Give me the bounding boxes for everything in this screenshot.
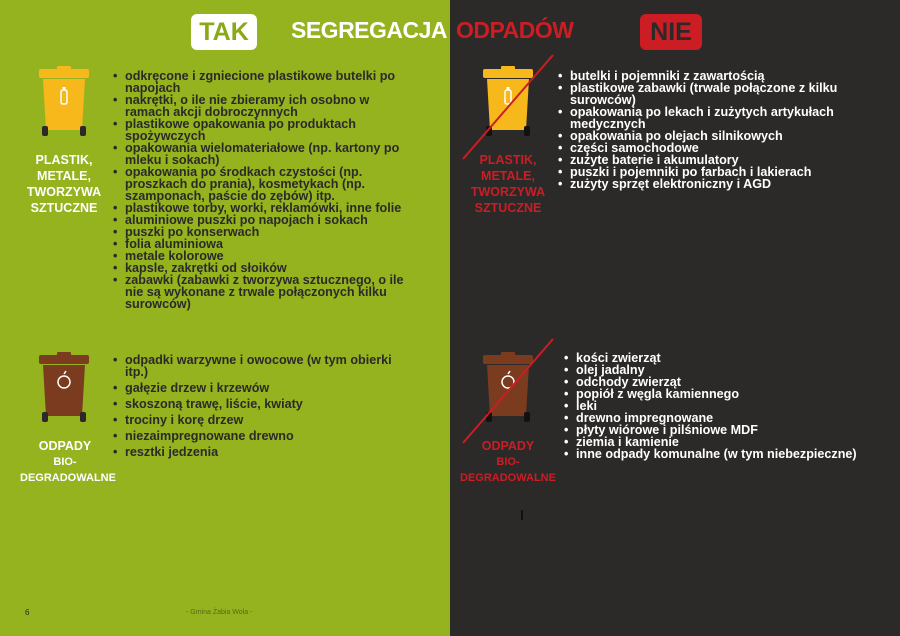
- list-item: • olej jadalny: [564, 364, 864, 376]
- list-item: • aluminiowe puszki po napojach i sokach: [113, 214, 405, 226]
- list-item: • metale kolorowe: [113, 250, 405, 262]
- list-item: • butelki i pojemniki z zawartością: [558, 70, 858, 82]
- list-item: • puszki po konserwach: [113, 226, 405, 238]
- list-item: • nakrętki, o ile nie zbieramy ich osobno w ramach akcji dobroczynnych: [113, 94, 405, 118]
- list-item: • ziemia i kamienie: [564, 436, 864, 448]
- list-item: • plastikowe torby, worki, reklamówki, inne folie: [113, 202, 405, 214]
- list-item: • inne odpady komunalne (w tym niebezpieczne): [564, 448, 864, 460]
- footer-text: - Gmina Żabia Wola -: [186, 609, 253, 616]
- list-item: • plastikowe opakowania po produktach spożywczych: [113, 118, 405, 142]
- page-number: 6: [25, 608, 30, 617]
- list-item: • popiół z węgla kamiennego: [564, 388, 864, 400]
- yellow-bin-icon: [39, 66, 89, 138]
- list-item: • płyty wiórowe i pilśniowe MDF: [564, 424, 864, 436]
- title-odpadow: ODPADÓW: [456, 17, 574, 43]
- list-item: • drewno impregnowane: [564, 412, 864, 424]
- bio-no-label: ODPADY BIO- DEGRADOWALNE: [460, 439, 556, 484]
- list-item: • plastikowe zabawki (trwale połączone z kilku surowców): [558, 82, 858, 106]
- list-item: • trociny i korę drzew: [113, 414, 413, 426]
- list-item: • kapsle, zakrętki od słoików: [113, 262, 405, 274]
- decorative-mark: [521, 510, 523, 520]
- list-item: • folia aluminiowa: [113, 238, 405, 250]
- list-item: • puszki i pojemniki po farbach i lakierach: [558, 166, 858, 178]
- plastic-no-list: [558, 70, 858, 190]
- list-item: • odpadki warzywne i owocowe (w tym obierki itp.): [113, 354, 413, 378]
- plastic-label: PLASTIK, METALE, TWORZYWA SZTUCZNE: [26, 153, 102, 215]
- list-item: • resztki jedzenia: [113, 446, 413, 458]
- list-item: • zużyte baterie i akumulatory: [558, 154, 858, 166]
- list-item: • opakowania po środkach czystości (np. proszkach do prania), kosmetykach (np. szamponach, paście do zębów) itp.: [113, 166, 405, 202]
- bio-no-list: [564, 352, 864, 460]
- list-item: • opakowania po lekach i zużytych artykułach medycznych: [558, 106, 858, 130]
- list-item: • opakowania po olejach silnikowych: [558, 130, 858, 142]
- list-item: • odkręcone i zgniecione plastikowe butelki po napojach: [113, 70, 405, 94]
- list-item: • niezaimpregnowane drewno: [113, 430, 413, 442]
- list-item: • zabawki (zabawki z tworzywa sztucznego, o ile nie są wykonane z trwale połączonych kilku surowców): [113, 274, 405, 310]
- bio-label: ODPADY BIO- DEGRADOWALNE: [20, 439, 116, 484]
- list-item: • odchody zwierząt: [564, 376, 864, 388]
- list-item: • kości zwierząt: [564, 352, 864, 364]
- bio-yes-list: [113, 354, 413, 462]
- list-item: • leki: [564, 400, 864, 412]
- list-item: • skoszoną trawę, liście, kwiaty: [113, 398, 413, 410]
- plastic-no-label: PLASTIK, METALE, TWORZYWA SZTUCZNE: [470, 153, 546, 215]
- cross-out-icon: [458, 336, 558, 446]
- yes-badge: TAK: [191, 14, 257, 50]
- list-item: • zużyty sprzęt elektroniczny i AGD: [558, 178, 858, 190]
- title-segregacja: SEGREGACJA: [291, 17, 448, 43]
- list-item: • gałęzie drzew i krzewów: [113, 382, 413, 394]
- plastic-yes-list: [113, 70, 405, 310]
- no-badge: NIE: [640, 14, 702, 50]
- cross-out-icon: [458, 52, 558, 162]
- list-item: • części samochodowe: [558, 142, 858, 154]
- brown-bin-icon: [39, 352, 89, 424]
- list-item: • opakowania wielomateriałowe (np. kartony po mleku i sokach): [113, 142, 405, 166]
